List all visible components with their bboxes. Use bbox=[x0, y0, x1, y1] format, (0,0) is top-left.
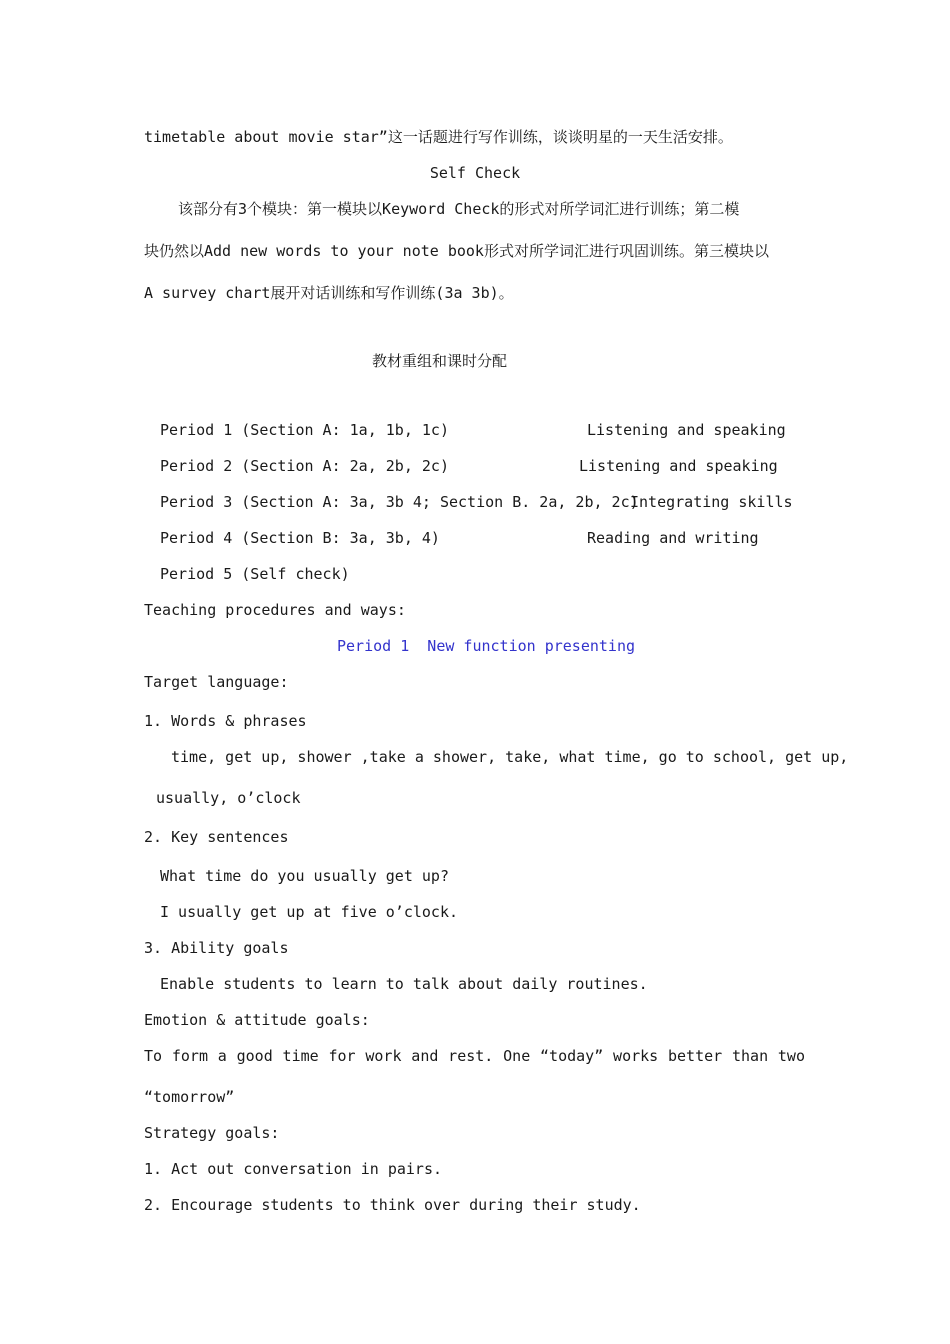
emotion-heading: Emotion & attitude goals: bbox=[144, 1011, 370, 1029]
emotion-line-1: To form a good time for work and rest. One “today” works better than two bbox=[144, 1047, 805, 1065]
period-4-label: Period 4 (Section B: 3a, 3b, 4) bbox=[160, 529, 440, 547]
period-3-skill: Integrating skills bbox=[630, 493, 793, 511]
key-sentences-heading: 2. Key sentences bbox=[144, 828, 289, 846]
intro-line: timetable about movie star”这一话题进行写作训练，谈谈明星的一天生活安排。 bbox=[144, 128, 733, 146]
strategy-item-1: 1. Act out conversation in pairs. bbox=[144, 1160, 443, 1178]
period-3-label: Period 3 (Section A: 3a, 3b 4; Section B. 2a, 2b, 2c) bbox=[160, 493, 639, 511]
words-heading: 1. Words & phrases bbox=[144, 712, 307, 730]
period-1-label: Period 1 (Section A: 1a, 1b, 1c) bbox=[160, 421, 449, 439]
period-2-skill: Listening and speaking bbox=[579, 457, 778, 475]
target-language-heading: Target language: bbox=[144, 673, 289, 691]
ability-heading: 3. Ability goals bbox=[144, 939, 289, 957]
self-check-heading: Self Check bbox=[429, 164, 521, 182]
key-sentence-2: I usually get up at five o’clock. bbox=[160, 903, 459, 921]
period-1-skill: Listening and speaking bbox=[587, 421, 786, 439]
paragraph-line-3: A survey chart展开对话训练和写作训练(3a 3b)。 bbox=[144, 284, 514, 302]
paragraph-line-2: 块仍然以Add new words to your note book形式对所学词汇进行巩固训练。第三模块以 bbox=[144, 242, 769, 260]
strategy-item-2: 2. Encourage students to think over during their study. bbox=[144, 1196, 641, 1214]
period-5-label: Period 5 (Self check) bbox=[160, 565, 350, 583]
period-1-title: Period 1 New function presenting bbox=[337, 637, 636, 655]
emotion-line-2: “tomorrow” bbox=[144, 1088, 235, 1106]
strategy-heading: Strategy goals: bbox=[144, 1124, 280, 1142]
words-line-2: usually, o’clock bbox=[156, 789, 301, 807]
procedures-heading: Teaching procedures and ways: bbox=[144, 601, 406, 619]
period-4-skill: Reading and writing bbox=[587, 529, 759, 547]
paragraph-line-1: 该部分有3个模块：第一模块以Keyword Check的形式对所学词汇进行训练；第二模 bbox=[178, 200, 740, 218]
reorg-heading: 教材重组和课时分配 bbox=[372, 352, 508, 370]
words-line-1: time, get up, shower ,take a shower, take, what time, go to school, get up, bbox=[171, 748, 849, 766]
period-2-label: Period 2 (Section A: 2a, 2b, 2c) bbox=[160, 457, 449, 475]
ability-text: Enable students to learn to talk about daily routines. bbox=[160, 975, 648, 993]
key-sentence-1: What time do you usually get up? bbox=[160, 867, 449, 885]
